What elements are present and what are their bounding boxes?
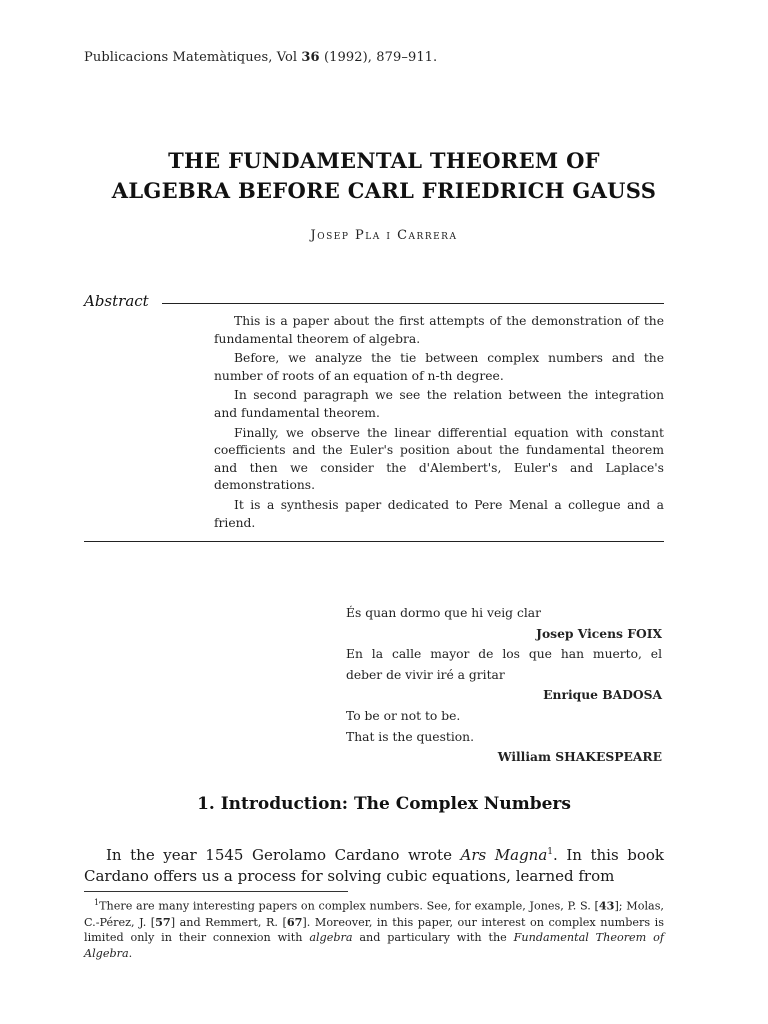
abstract-top-rule (162, 303, 664, 304)
abstract-paragraph: Before, we analyze the tie between complex numbers and the number of roots of an equation of n-th degree. (214, 351, 664, 383)
epigraph-line: En la calle mayor de los que han muerto, el (346, 647, 662, 662)
epigraphs (346, 603, 662, 768)
abstract-label: Abstract (84, 292, 149, 310)
section-title: Introduction: The Complex Numbers (220, 794, 571, 814)
body-paragraph (84, 842, 664, 887)
journal-name: Publicacions Matemàtiques, Vol (84, 50, 298, 65)
footnote-segment: and particulary with the (352, 931, 514, 945)
footnote-marker[interactable]: 1 (547, 847, 554, 857)
footnote-segment: . (128, 947, 133, 961)
epigraph-author: Enrique BADOSA (543, 687, 662, 703)
intro-text-end: . In this book Cardano offers us a process for solving cubic equations, learned from (84, 846, 664, 885)
journal-header (84, 50, 437, 65)
abstract-paragraph: Finally, we observe the linear differential equation with constant coefficients and the Euler's position about the fundamental theorem and then we consider the d'Alembert's, Euler's and Laplace's demonstrations. (214, 425, 664, 493)
abstract-bottom-rule (84, 541, 664, 542)
epigraph-line: deber de vivir iré a gritar (346, 667, 505, 682)
journal-year-pages: (1992), 879–911. (323, 50, 438, 65)
epigraph-line: És quan dormo que hi veig clar (346, 606, 541, 620)
footnote-rule (84, 891, 348, 892)
section-number: 1. (197, 794, 215, 814)
paper-title (60, 146, 708, 206)
citation-ref[interactable]: 67 (286, 914, 303, 929)
epigraph-badosa (346, 644, 662, 706)
section-heading (0, 794, 768, 814)
epigraph-author: William SHAKESPEARE (497, 749, 662, 765)
footnote-text (84, 895, 664, 962)
epigraph-line: That is the question. (346, 729, 474, 744)
citation-ref[interactable]: 57 (155, 914, 171, 929)
abstract-paragraph: This is a paper about the first attempts of the demonstration of the fundamental theorem of algebra. (214, 314, 664, 346)
epigraph-foix (346, 603, 662, 644)
epigraph-author: Josep Vicens FOIX (536, 625, 662, 641)
abstract-body (214, 313, 664, 534)
footnote (84, 895, 664, 962)
title-line-1: THE FUNDAMENTAL THEOREM OF (168, 148, 600, 173)
footnote-segment: ]; Molas, C.-Pérez, J. [ (84, 899, 664, 929)
author-name: Josep Pla i Carrera (310, 228, 458, 243)
footnote-segment: ]. Moreover, in this paper, our interest on complex numbers is limited only in their connexion with (84, 915, 664, 945)
intro-text-start: In the year 1545 Gerolamo Cardano wrote (106, 846, 461, 864)
epigraph-shakespeare (346, 706, 662, 768)
intro-paragraph (84, 842, 664, 887)
footnote-segment: There are many interesting papers on complex numbers. See, for example, Jones, P. S. [ (99, 899, 599, 913)
journal-volume: 36 (301, 50, 320, 65)
footnote-segment: ] and Remmert, R. [ (170, 915, 287, 929)
book-title-ars-magna: Ars Magna (460, 846, 548, 864)
epigraph-line: To be or not to be. (346, 708, 461, 723)
emphasis-algebra: algebra (309, 931, 353, 945)
citation-ref[interactable]: 43 (598, 898, 615, 913)
emphasis-fundamental-theorem: Fundamental Theorem of Algebra (84, 931, 664, 961)
abstract-paragraph: In second paragraph we see the relation between the integration and fundamental theorem. (214, 388, 664, 420)
title-line-2: ALGEBRA BEFORE CARL FRIEDRICH GAUSS (111, 178, 657, 203)
footnote-number: 1 (94, 898, 100, 907)
abstract-paragraph: It is a synthesis paper dedicated to Pere Menal a collegue and a friend. (214, 497, 664, 530)
abstract-header (84, 292, 664, 312)
